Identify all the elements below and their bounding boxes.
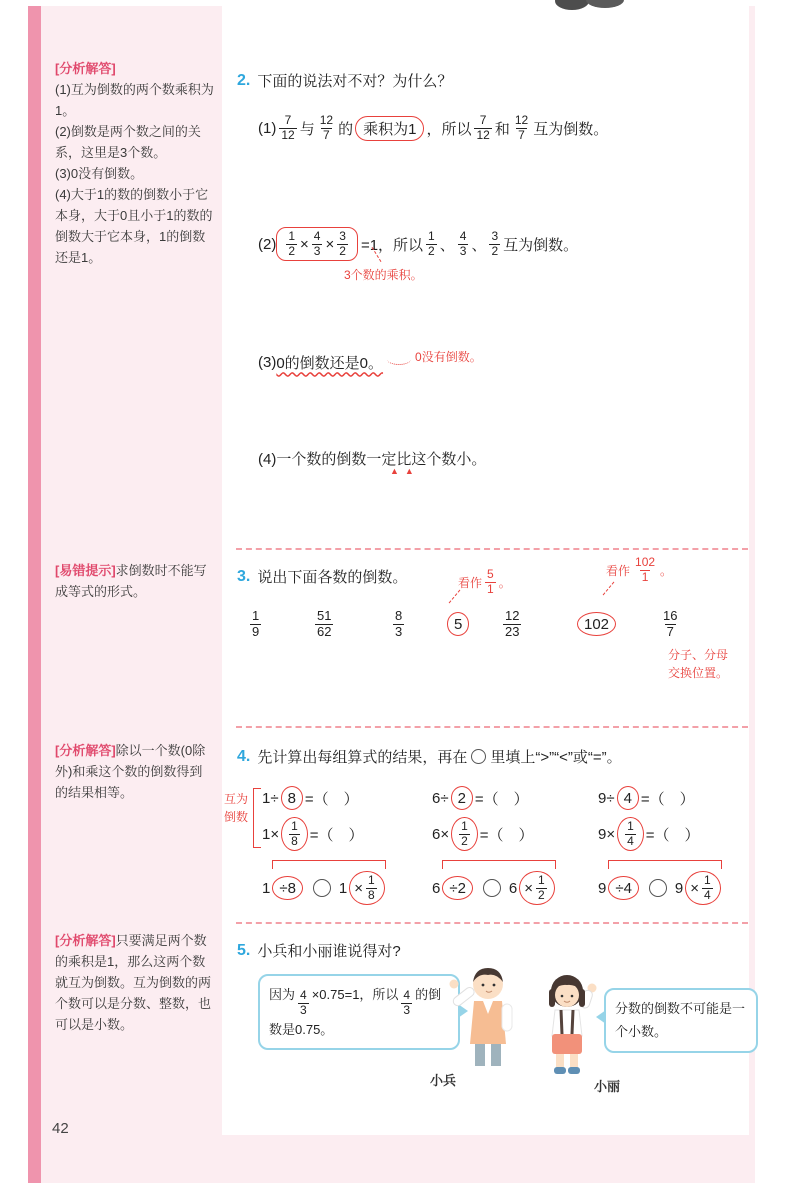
comparison-circle: [313, 879, 331, 897]
fraction-numerator: 16: [663, 607, 678, 623]
question-3-title: [237, 566, 407, 587]
fraction-numerator: 1: [368, 872, 375, 887]
xiaoli-speech-bubble: [604, 988, 758, 1053]
fraction-denominator: 3: [459, 243, 467, 258]
question-2-title: [237, 70, 452, 91]
q2-item-3: [258, 350, 482, 374]
fraction-numerator: 1: [627, 818, 634, 833]
q3-number-7: [658, 606, 682, 642]
expression: 6: [432, 879, 441, 897]
text-segment: (2): [258, 235, 277, 253]
text-segment: 与: [299, 120, 315, 138]
fraction-numerator: 4: [313, 228, 321, 243]
answer-blank: =（ ）: [309, 826, 364, 844]
fraction-denominator: 2: [428, 243, 435, 258]
fraction-numerator: 7: [479, 112, 487, 127]
q4-g2-row-2: [432, 816, 534, 852]
fraction: [633, 556, 657, 585]
bubble-tail: [596, 1010, 606, 1024]
red-circled-text: 乘积为1: [355, 116, 424, 141]
answer-blank: =（ ）: [479, 826, 534, 844]
question-title-text: 小兵和小丽谁说得对?: [257, 943, 401, 960]
answer-circle-icon: [471, 749, 486, 764]
question-number: 4.: [237, 747, 251, 765]
operator: ÷: [615, 879, 624, 897]
question-title-text: 下面的说法对不对？为什么？: [257, 73, 453, 90]
red-circled-fraction: [617, 817, 644, 851]
answer-blank: =（ ）: [304, 790, 359, 808]
operator: ×: [354, 879, 364, 897]
fraction-denominator: 3: [300, 1002, 307, 1017]
sidebar-note-analysis-2: [55, 740, 215, 803]
annotation-text: 看作: [606, 563, 631, 578]
annotation-line: 交换位置。: [668, 666, 729, 680]
expression: 6÷: [432, 789, 449, 807]
fraction: [489, 230, 500, 259]
fraction-denominator: 2: [461, 833, 468, 848]
note-tag: [分析解答]: [55, 61, 116, 76]
fraction-denominator: 9: [252, 623, 260, 639]
text-segment: 、: [439, 236, 455, 254]
character-name-xiaoli: 小丽: [594, 1079, 621, 1094]
fraction-denominator: 4: [627, 833, 634, 848]
annotation-text: 看作: [458, 575, 483, 590]
note-tag: [易错提示]: [55, 563, 116, 578]
fraction: [625, 820, 636, 849]
fraction: [279, 114, 296, 143]
red-boxed-expression: [276, 227, 358, 262]
annotation-line: 分子、分母: [668, 648, 729, 662]
fraction-numerator: 5: [487, 567, 494, 581]
annotation-text: 。: [660, 563, 673, 578]
fraction: [337, 230, 348, 259]
fraction: [318, 114, 335, 143]
fraction-denominator: 23: [505, 623, 520, 639]
answer-blank: =（ ）: [474, 790, 529, 808]
q2-item-2-annotation: 3个数的乘积。: [344, 268, 423, 282]
emphasis-triangles: ▲▲: [390, 466, 420, 476]
expression: 9×: [598, 825, 616, 843]
fraction-numerator: 1: [291, 818, 298, 833]
fraction-numerator: 51: [317, 607, 332, 623]
annotation-pointer-arc: [387, 354, 411, 365]
answer-blank: =（ ）: [640, 790, 695, 808]
fraction: [401, 989, 412, 1018]
q3-number-5: [500, 606, 524, 642]
bubble-text: ×0.75=1，所以: [311, 987, 399, 1002]
xiaoli-figure: [534, 972, 604, 1076]
annotation-text: 。: [498, 575, 511, 590]
fraction-denominator: 1: [487, 581, 494, 596]
section-divider: [236, 548, 748, 550]
q3-method-annotation: [668, 646, 728, 682]
text-segment: (3): [258, 353, 277, 371]
fraction-numerator: 4: [403, 988, 411, 1002]
q4-g3-row-1: [598, 780, 695, 816]
operator: ×: [690, 879, 700, 897]
comparison-circle: [483, 879, 501, 897]
expression: 6: [508, 879, 518, 897]
fraction-numerator: 1: [538, 872, 545, 887]
q4-group-3: [598, 780, 768, 912]
fraction-numerator: 3: [339, 228, 346, 243]
note-tag: [分析解答]: [55, 933, 116, 948]
section-divider: [236, 922, 748, 924]
question-title-text: 先计算出每组算式的结果，再在: [257, 749, 468, 766]
label-line: 互为: [224, 792, 249, 806]
xiaobing-speech-bubble: [258, 974, 460, 1050]
fraction: [485, 568, 496, 597]
fraction: [286, 230, 297, 259]
multiply-sign: ×: [300, 235, 309, 253]
fraction-numerator: 1: [461, 818, 468, 833]
q3-annotation-2: [606, 556, 672, 585]
bubble-text: 因为: [269, 987, 296, 1002]
comparison-bracket: [442, 860, 556, 869]
reciprocal-label: [224, 790, 248, 826]
fraction: [459, 820, 470, 849]
fraction-numerator: 1: [252, 607, 260, 623]
fraction-denominator: 12: [281, 127, 295, 142]
note-line: (2)倒数是两个数之间的关系，这里是3个数。: [55, 124, 201, 161]
fraction-denominator: 3: [395, 623, 403, 639]
fraction: [513, 114, 530, 143]
expression: 9: [674, 879, 684, 897]
text-segment: 、: [471, 236, 487, 254]
expression: 1×: [262, 825, 280, 843]
fraction-numerator: 102: [635, 555, 656, 569]
reciprocal-bracket: [253, 788, 261, 848]
fraction-denominator: 7: [518, 127, 525, 142]
xiaobing-figure: [446, 964, 526, 1070]
fraction: [298, 989, 309, 1018]
q2-item-2: [258, 226, 578, 262]
red-circled-operation: [519, 871, 554, 905]
q4-g1-row-1: [262, 780, 359, 816]
underlined-statement: 0的倒数还是0。: [276, 354, 384, 372]
operand: 2: [457, 879, 466, 897]
red-circled-operation: [608, 876, 639, 900]
text-segment: 的: [338, 120, 354, 138]
fraction-denominator: 8: [291, 833, 298, 848]
fraction-denominator: 1: [641, 569, 649, 584]
red-circled-operation: [272, 876, 303, 900]
q3-number-1: [247, 606, 264, 642]
fraction-denominator: 62: [317, 623, 332, 639]
q4-g3-row-3: [598, 870, 723, 906]
red-circled-number: 5: [447, 612, 469, 636]
fraction-numerator: 12: [514, 112, 529, 127]
page-number: 42: [52, 1120, 69, 1137]
fraction: [503, 609, 521, 640]
fraction-denominator: 12: [476, 127, 490, 142]
fraction-numerator: 8: [395, 607, 403, 623]
text-segment: 互为倒数。: [533, 120, 609, 138]
fraction: [315, 609, 333, 640]
note-line: (1)互为倒数的两个数乘积为1。: [55, 82, 214, 119]
fraction: [312, 230, 323, 259]
operator: ÷: [449, 879, 458, 897]
comparison-circle: [649, 879, 667, 897]
bubble-text: 的倒数是0.75。: [269, 987, 442, 1037]
fraction: [426, 230, 437, 259]
label-line: 倒数: [224, 810, 249, 824]
fraction-denominator: 2: [288, 243, 296, 258]
red-circled-fraction: [451, 817, 478, 851]
note-line: (4)大于1的数的倒数小于它本身，大于0且小于1的数的倒数大于它本身，1的倒数还是1。: [55, 187, 213, 266]
q3-annotation-1: [458, 568, 511, 597]
fraction: [458, 230, 469, 259]
q3-number-2: [312, 606, 336, 642]
fraction-numerator: 4: [459, 228, 467, 243]
fraction: [393, 609, 404, 640]
note-line: (3)0没有倒数。: [55, 166, 144, 182]
text-segment: (1): [258, 119, 277, 137]
red-circled-operation: [349, 871, 384, 905]
fraction-denominator: 3: [313, 243, 321, 258]
fraction-denominator: 3: [403, 1002, 411, 1017]
fraction-denominator: 2: [491, 243, 499, 258]
expression: 1÷: [262, 789, 279, 807]
red-circled-number: 8: [281, 786, 303, 810]
fraction-numerator: 1: [704, 872, 711, 887]
chapter-ornament-graphic: [552, 0, 628, 14]
sidebar-note-analysis-1: [55, 58, 215, 268]
fraction-denominator: 4: [704, 887, 711, 902]
character-name-xiaobing: 小兵: [430, 1073, 457, 1088]
comparison-bracket: [608, 860, 722, 869]
text-segment: 互为倒数。: [503, 236, 579, 254]
book-spine: [28, 6, 41, 1183]
red-circled-number: 2: [451, 786, 473, 810]
operator: ×: [524, 879, 534, 897]
fraction-numerator: 1: [428, 228, 435, 243]
expression: 9: [598, 879, 607, 897]
sidebar-note-error-tip: [55, 560, 215, 602]
fraction-numerator: 12: [319, 112, 334, 127]
fraction-numerator: 4: [300, 988, 307, 1002]
q4-g3-row-2: [598, 816, 700, 852]
question-title-text: 说出下面各数的倒数。: [257, 569, 408, 586]
fraction: [661, 609, 679, 640]
red-circled-number: 102: [577, 612, 616, 636]
q3-number-6: [575, 606, 618, 642]
fraction-denominator: 2: [538, 887, 545, 902]
operator: ÷: [279, 879, 288, 897]
q4-g1-row-3: [262, 870, 387, 906]
fraction: [536, 874, 547, 903]
q3-number-4: [445, 606, 471, 642]
red-circled-number: 4: [617, 786, 639, 810]
operand: 4: [623, 879, 632, 897]
fraction-numerator: 1: [288, 228, 296, 243]
expression: 1: [338, 879, 348, 897]
q2-item-1: [258, 110, 608, 146]
text-segment: ，所以: [426, 120, 472, 138]
note-tag: [分析解答]: [55, 743, 116, 758]
text-segment: =1，所以: [360, 236, 424, 254]
fraction: [250, 609, 261, 640]
note-text: 只要满足两个数的乘积是1，那么这两个数就互为倒数。互为倒数的两个数可以是分数、整数，也可以是小数。: [55, 933, 212, 1033]
fraction: [702, 874, 713, 903]
question-5-title: [237, 940, 401, 961]
operand: 8: [287, 879, 296, 897]
note-text: 求倒数时不能写成等式的形式。: [55, 563, 207, 600]
fraction-denominator: 2: [339, 243, 346, 258]
answer-blank: =（ ）: [645, 826, 700, 844]
section-divider: [236, 726, 748, 728]
q2-item-4: [258, 446, 486, 470]
question-number: 5.: [237, 941, 251, 959]
red-circled-fraction: [281, 817, 308, 851]
sidebar-note-analysis-3: [55, 930, 215, 1035]
fraction: [366, 874, 377, 903]
fraction: [474, 114, 491, 143]
question-title-text: 里填上“>”“<”或“=”。: [490, 749, 622, 766]
fraction-numerator: 7: [284, 112, 292, 127]
text-segment: (4)一个数的倒数一定比这个数小。: [258, 450, 487, 468]
fraction: [289, 820, 300, 849]
q2-item-3-annotation: 0没有倒数。: [415, 349, 482, 364]
question-number: 3.: [237, 567, 251, 585]
fraction-numerator: 3: [491, 228, 499, 243]
q4-g2-row-1: [432, 780, 529, 816]
q3-number-3: [390, 606, 407, 642]
q4-g1-row-2: [262, 816, 364, 852]
multiply-sign: ×: [325, 235, 335, 253]
red-circled-operation: [685, 871, 720, 905]
expression: 1: [262, 879, 271, 897]
bubble-text: 分数的倒数不可能是一个小数。: [615, 1001, 746, 1040]
note-text: 除以一个数(0除外)和乘这个数的倒数得到的结果相等。: [55, 743, 206, 801]
q4-group-1: [262, 780, 432, 912]
expression: 9÷: [598, 789, 615, 807]
q4-g2-row-3: [432, 870, 557, 906]
red-circled-operation: [442, 876, 473, 900]
fraction-numerator: 12: [505, 607, 520, 623]
fraction-denominator: 7: [666, 623, 674, 639]
question-4-title: [237, 746, 622, 767]
fraction-denominator: 7: [323, 127, 330, 142]
fraction-denominator: 8: [368, 887, 375, 902]
q4-group-2: [432, 780, 602, 912]
question-number: 2.: [237, 71, 251, 89]
expression: 6×: [432, 825, 450, 843]
text-segment: 和: [494, 120, 510, 138]
comparison-bracket: [272, 860, 386, 869]
